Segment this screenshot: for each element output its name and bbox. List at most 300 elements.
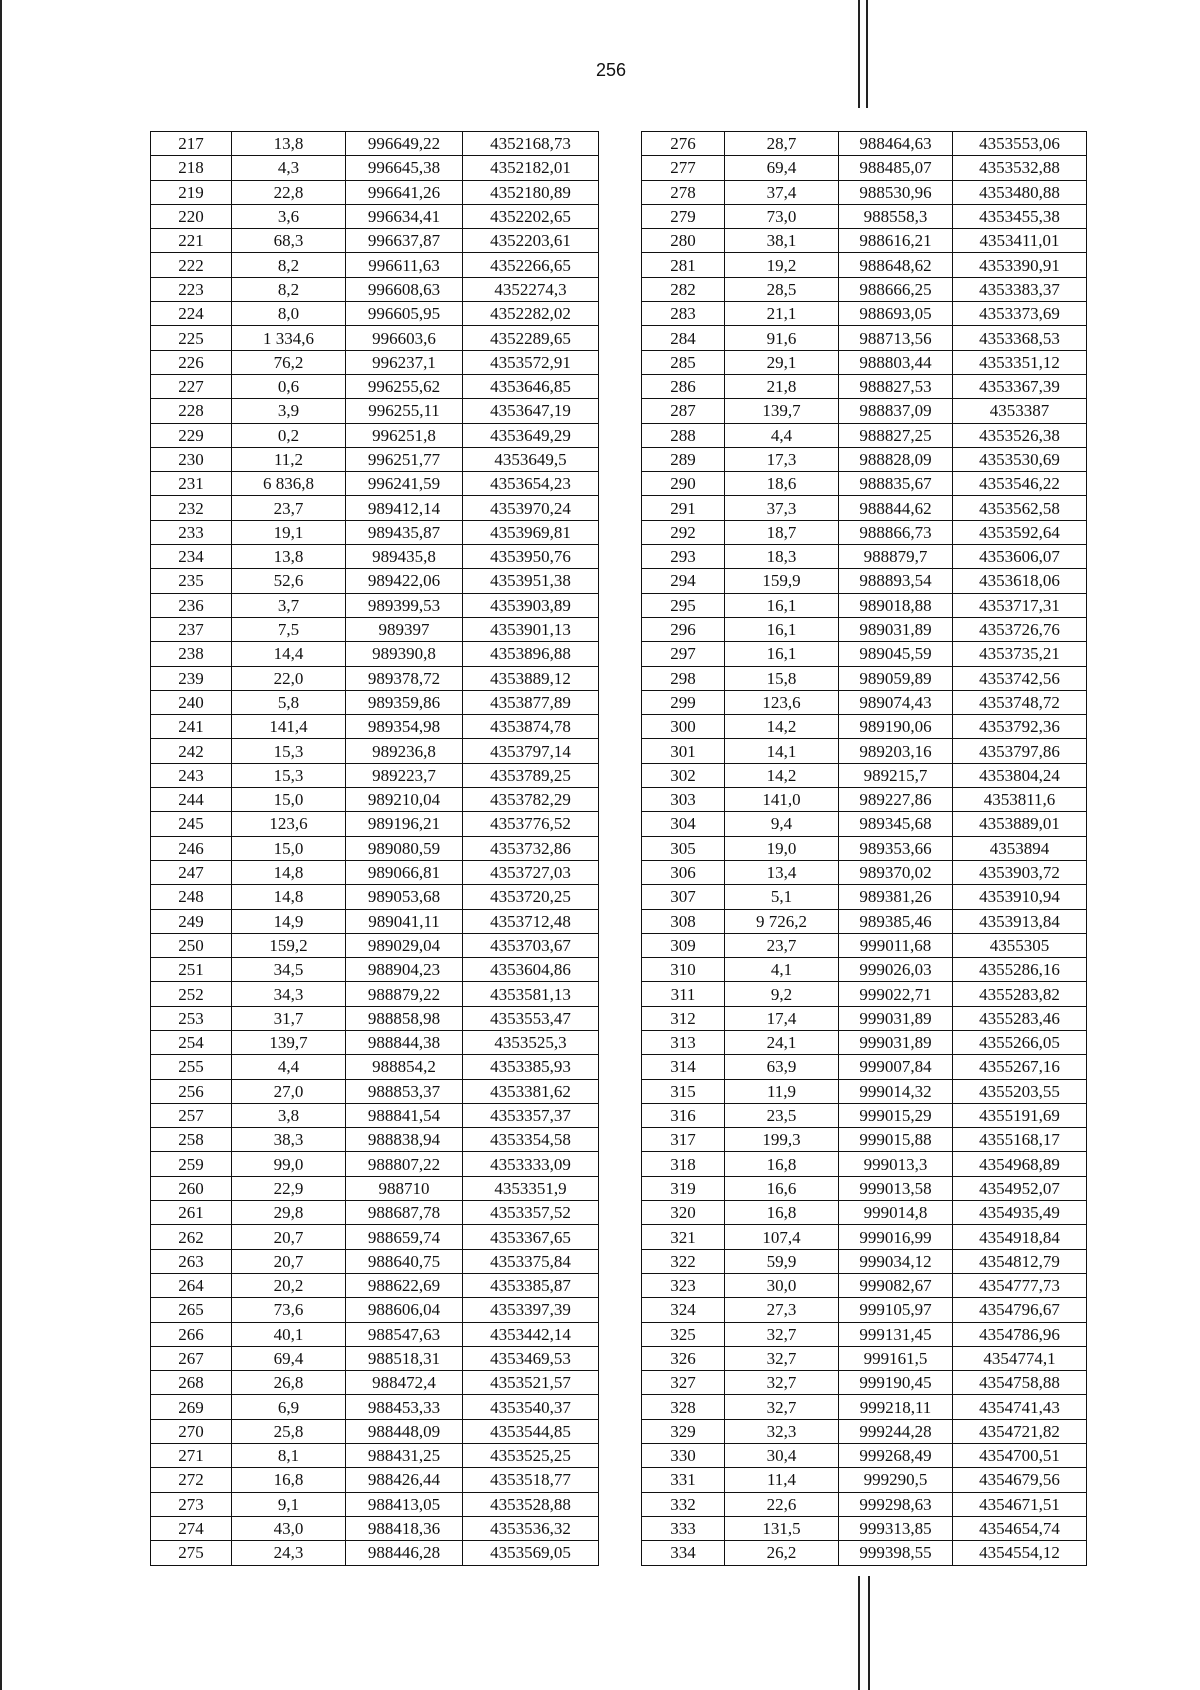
table-cell: 31,7 xyxy=(232,1006,346,1030)
table-cell: 223 xyxy=(151,277,232,301)
table-cell: 273 xyxy=(151,1492,232,1516)
table-cell: 4354671,51 xyxy=(953,1492,1087,1516)
table-row xyxy=(151,642,599,666)
table-cell: 38,1 xyxy=(725,229,839,253)
table-cell: 286 xyxy=(642,374,725,398)
table-cell: 996251,8 xyxy=(346,423,463,447)
table-cell: 28,5 xyxy=(725,277,839,301)
table-row xyxy=(151,1395,599,1419)
table-cell: 21,1 xyxy=(725,302,839,326)
table-cell: 4353618,06 xyxy=(953,569,1087,593)
table-cell: 4354758,88 xyxy=(953,1371,1087,1395)
table-cell: 266 xyxy=(151,1322,232,1346)
table-cell: 4353536,32 xyxy=(463,1516,599,1540)
table-cell: 4353896,88 xyxy=(463,642,599,666)
table-cell: 989422,06 xyxy=(346,569,463,593)
table-cell: 4354786,96 xyxy=(953,1322,1087,1346)
table-cell: 999016,99 xyxy=(839,1225,953,1249)
table-cell: 988904,23 xyxy=(346,958,463,982)
table-row xyxy=(642,1176,1087,1200)
table-cell: 221 xyxy=(151,229,232,253)
table-cell: 989359,86 xyxy=(346,690,463,714)
table-cell: 32,7 xyxy=(725,1395,839,1419)
table-cell: 4353569,05 xyxy=(463,1541,599,1565)
table-cell: 4353381,62 xyxy=(463,1079,599,1103)
table-cell: 292 xyxy=(642,520,725,544)
table-cell: 159,9 xyxy=(725,569,839,593)
table-row xyxy=(151,958,599,982)
table-cell: 3,7 xyxy=(232,593,346,617)
table-cell: 988838,94 xyxy=(346,1128,463,1152)
table-cell: 999268,49 xyxy=(839,1444,953,1468)
table-cell: 989080,59 xyxy=(346,836,463,860)
table-cell: 275 xyxy=(151,1541,232,1565)
table-cell: 4353776,52 xyxy=(463,812,599,836)
table-row xyxy=(151,229,599,253)
table-row xyxy=(151,132,599,156)
table-row xyxy=(642,836,1087,860)
table-cell: 287 xyxy=(642,399,725,423)
table-row xyxy=(642,277,1087,301)
table-cell: 4353874,78 xyxy=(463,715,599,739)
table-cell: 32,3 xyxy=(725,1419,839,1443)
table-cell: 4354721,82 xyxy=(953,1419,1087,1443)
table-cell: 988659,74 xyxy=(346,1225,463,1249)
table-cell: 988446,28 xyxy=(346,1541,463,1565)
table-cell: 988844,62 xyxy=(839,496,953,520)
table-cell: 4354968,89 xyxy=(953,1152,1087,1176)
table-row xyxy=(642,180,1087,204)
table-cell: 32,7 xyxy=(725,1346,839,1370)
table-cell: 4353411,01 xyxy=(953,229,1087,253)
binding-mark xyxy=(858,1576,860,1690)
table-cell: 988453,33 xyxy=(346,1395,463,1419)
table-cell: 4353526,38 xyxy=(953,423,1087,447)
table-cell: 225 xyxy=(151,326,232,350)
table-cell: 988648,62 xyxy=(839,253,953,277)
table-cell: 4353970,24 xyxy=(463,496,599,520)
table-row xyxy=(151,1128,599,1152)
table-cell: 988807,22 xyxy=(346,1152,463,1176)
table-cell: 272 xyxy=(151,1468,232,1492)
table-cell: 18,7 xyxy=(725,520,839,544)
table-row xyxy=(151,1346,599,1370)
binding-mark xyxy=(858,0,860,108)
table-cell: 308 xyxy=(642,909,725,933)
table-cell: 299 xyxy=(642,690,725,714)
table-cell: 322 xyxy=(642,1249,725,1273)
table-cell: 40,1 xyxy=(232,1322,346,1346)
table-cell: 237 xyxy=(151,617,232,641)
table-cell: 989412,14 xyxy=(346,496,463,520)
table-cell: 320 xyxy=(642,1201,725,1225)
table-cell: 4352180,89 xyxy=(463,180,599,204)
table-row xyxy=(642,739,1087,763)
table-cell: 999398,55 xyxy=(839,1541,953,1565)
table-row xyxy=(151,909,599,933)
table-cell: 244 xyxy=(151,788,232,812)
table-cell: 4353351,12 xyxy=(953,350,1087,374)
table-cell: 999022,71 xyxy=(839,982,953,1006)
table-cell: 989059,89 xyxy=(839,666,953,690)
table-cell: 139,7 xyxy=(725,399,839,423)
table-cell: 63,9 xyxy=(725,1055,839,1079)
table-row xyxy=(642,788,1087,812)
page-number: 256 xyxy=(596,60,627,80)
table-cell: 14,4 xyxy=(232,642,346,666)
table-cell: 131,5 xyxy=(725,1516,839,1540)
table-cell: 4353782,29 xyxy=(463,788,599,812)
table-cell: 988693,05 xyxy=(839,302,953,326)
table-cell: 4353581,13 xyxy=(463,982,599,1006)
table-cell: 988828,09 xyxy=(839,447,953,471)
table-row xyxy=(151,1201,599,1225)
table-cell: 38,3 xyxy=(232,1128,346,1152)
table-row xyxy=(151,545,599,569)
table-cell: 17,3 xyxy=(725,447,839,471)
table-cell: 4353720,25 xyxy=(463,885,599,909)
table-cell: 999014,8 xyxy=(839,1201,953,1225)
table-cell: 4,4 xyxy=(725,423,839,447)
table-cell: 238 xyxy=(151,642,232,666)
table-cell: 4353654,23 xyxy=(463,472,599,496)
table-cell: 989190,06 xyxy=(839,715,953,739)
table-cell: 4353530,69 xyxy=(953,447,1087,471)
table-cell: 4353742,56 xyxy=(953,666,1087,690)
table-row xyxy=(642,350,1087,374)
table-cell: 25,8 xyxy=(232,1419,346,1443)
table-cell: 270 xyxy=(151,1419,232,1443)
table-cell: 988472,4 xyxy=(346,1371,463,1395)
table-cell: 988558,3 xyxy=(839,204,953,228)
table-cell: 293 xyxy=(642,545,725,569)
table-cell: 6 836,8 xyxy=(232,472,346,496)
table-cell: 999313,85 xyxy=(839,1516,953,1540)
table-cell: 19,1 xyxy=(232,520,346,544)
table-cell: 989399,53 xyxy=(346,593,463,617)
table-cell: 224 xyxy=(151,302,232,326)
table-cell: 989223,7 xyxy=(346,763,463,787)
table-cell: 107,4 xyxy=(725,1225,839,1249)
table-cell: 999014,32 xyxy=(839,1079,953,1103)
table-cell: 4353553,06 xyxy=(953,132,1087,156)
table-row xyxy=(642,1103,1087,1127)
table-cell: 241 xyxy=(151,715,232,739)
table-row xyxy=(642,642,1087,666)
table-cell: 233 xyxy=(151,520,232,544)
table-cell: 248 xyxy=(151,885,232,909)
table-cell: 4352202,65 xyxy=(463,204,599,228)
table-row xyxy=(642,1249,1087,1273)
table-cell: 30,4 xyxy=(725,1444,839,1468)
table-cell: 23,7 xyxy=(725,933,839,957)
table-cell: 988426,44 xyxy=(346,1468,463,1492)
table-cell: 14,9 xyxy=(232,909,346,933)
table-row xyxy=(151,569,599,593)
table-cell: 5,1 xyxy=(725,885,839,909)
table-cell: 312 xyxy=(642,1006,725,1030)
table-row xyxy=(642,593,1087,617)
table-cell: 5,8 xyxy=(232,690,346,714)
table-cell: 280 xyxy=(642,229,725,253)
table-cell: 4355266,05 xyxy=(953,1030,1087,1054)
table-cell: 4353375,84 xyxy=(463,1249,599,1273)
table-cell: 26,8 xyxy=(232,1371,346,1395)
table-cell: 234 xyxy=(151,545,232,569)
table-cell: 59,9 xyxy=(725,1249,839,1273)
table-cell: 4353797,86 xyxy=(953,739,1087,763)
table-row xyxy=(642,1395,1087,1419)
table-cell: 4353592,64 xyxy=(953,520,1087,544)
table-cell: 4353950,76 xyxy=(463,545,599,569)
table-cell: 229 xyxy=(151,423,232,447)
table-cell: 22,9 xyxy=(232,1176,346,1200)
table-cell: 227 xyxy=(151,374,232,398)
table-cell: 988893,54 xyxy=(839,569,953,593)
table-cell: 4354918,84 xyxy=(953,1225,1087,1249)
table-row xyxy=(642,569,1087,593)
table-row xyxy=(151,933,599,957)
table-cell: 0,2 xyxy=(232,423,346,447)
table-row xyxy=(642,496,1087,520)
table-row xyxy=(151,1516,599,1540)
table-row xyxy=(151,812,599,836)
table-cell: 228 xyxy=(151,399,232,423)
table-cell: 4353367,39 xyxy=(953,374,1087,398)
table-cell: 4352274,3 xyxy=(463,277,599,301)
table-cell: 20,7 xyxy=(232,1225,346,1249)
table-row xyxy=(642,958,1087,982)
table-row xyxy=(151,788,599,812)
table-cell: 4354952,07 xyxy=(953,1176,1087,1200)
table-cell: 91,6 xyxy=(725,326,839,350)
table-row xyxy=(642,1030,1087,1054)
table-cell: 989345,68 xyxy=(839,812,953,836)
table-cell: 999026,03 xyxy=(839,958,953,982)
table-cell: 996611,63 xyxy=(346,253,463,277)
table-row xyxy=(151,982,599,1006)
table-cell: 3,8 xyxy=(232,1103,346,1127)
table-cell: 30,0 xyxy=(725,1273,839,1297)
table-row xyxy=(151,156,599,180)
table-cell: 231 xyxy=(151,472,232,496)
table-cell: 4354935,49 xyxy=(953,1201,1087,1225)
table-cell: 4353521,57 xyxy=(463,1371,599,1395)
table-cell: 989053,68 xyxy=(346,885,463,909)
table-cell: 4355203,55 xyxy=(953,1079,1087,1103)
table-cell: 996634,41 xyxy=(346,204,463,228)
table-cell: 8,2 xyxy=(232,277,346,301)
table-cell: 988464,63 xyxy=(839,132,953,156)
table-cell: 996603,6 xyxy=(346,326,463,350)
table-row xyxy=(151,1322,599,1346)
table-cell: 996641,26 xyxy=(346,180,463,204)
table-cell: 17,4 xyxy=(725,1006,839,1030)
table-cell: 16,6 xyxy=(725,1176,839,1200)
table-cell: 4353969,81 xyxy=(463,520,599,544)
table-cell: 330 xyxy=(642,1444,725,1468)
table-row xyxy=(151,277,599,301)
table-cell: 11,9 xyxy=(725,1079,839,1103)
table-cell: 15,8 xyxy=(725,666,839,690)
table-cell: 996255,11 xyxy=(346,399,463,423)
table-cell: 303 xyxy=(642,788,725,812)
table-cell: 69,4 xyxy=(232,1346,346,1370)
table-row xyxy=(642,1201,1087,1225)
table-cell: 4353572,91 xyxy=(463,350,599,374)
table-cell: 989203,16 xyxy=(839,739,953,763)
table-cell: 4353748,72 xyxy=(953,690,1087,714)
table-cell: 9 726,2 xyxy=(725,909,839,933)
table-cell: 4353397,39 xyxy=(463,1298,599,1322)
table-row xyxy=(642,1322,1087,1346)
table-cell: 311 xyxy=(642,982,725,1006)
table-cell: 4353606,07 xyxy=(953,545,1087,569)
table-cell: 3,6 xyxy=(232,204,346,228)
table-row xyxy=(642,399,1087,423)
table-cell: 4354700,51 xyxy=(953,1444,1087,1468)
table-cell: 8,2 xyxy=(232,253,346,277)
table-row xyxy=(151,1152,599,1176)
table-cell: 989236,8 xyxy=(346,739,463,763)
table-cell: 331 xyxy=(642,1468,725,1492)
table-cell: 4354679,56 xyxy=(953,1468,1087,1492)
table-cell: 305 xyxy=(642,836,725,860)
table-cell: 19,2 xyxy=(725,253,839,277)
table-cell: 989196,21 xyxy=(346,812,463,836)
table-cell: 313 xyxy=(642,1030,725,1054)
table-cell: 988827,25 xyxy=(839,423,953,447)
table-row xyxy=(151,885,599,909)
table-cell: 4353646,85 xyxy=(463,374,599,398)
table-cell: 14,1 xyxy=(725,739,839,763)
table-row xyxy=(151,399,599,423)
table-row xyxy=(151,520,599,544)
table-cell: 4353901,13 xyxy=(463,617,599,641)
table-cell: 989378,72 xyxy=(346,666,463,690)
table-row xyxy=(151,1103,599,1127)
table-cell: 28,7 xyxy=(725,132,839,156)
table-cell: 4353903,89 xyxy=(463,593,599,617)
table-row xyxy=(151,1444,599,1468)
binding-mark xyxy=(868,1576,870,1690)
table-cell: 69,4 xyxy=(725,156,839,180)
table-row xyxy=(642,933,1087,957)
table-cell: 4353649,5 xyxy=(463,447,599,471)
table-cell: 18,6 xyxy=(725,472,839,496)
table-cell: 318 xyxy=(642,1152,725,1176)
table-row xyxy=(151,350,599,374)
table-cell: 310 xyxy=(642,958,725,982)
table-cell: 4354741,43 xyxy=(953,1395,1087,1419)
table-row xyxy=(642,1055,1087,1079)
table-cell: 276 xyxy=(642,132,725,156)
table-cell: 988547,63 xyxy=(346,1322,463,1346)
table-cell: 261 xyxy=(151,1201,232,1225)
table-cell: 32,7 xyxy=(725,1371,839,1395)
table-cell: 988879,22 xyxy=(346,982,463,1006)
table-cell: 4353383,37 xyxy=(953,277,1087,301)
table-cell: 4355191,69 xyxy=(953,1103,1087,1127)
table-row xyxy=(642,1444,1087,1468)
coordinates-table-right xyxy=(641,131,1087,1566)
table-cell: 989353,66 xyxy=(839,836,953,860)
table-cell: 258 xyxy=(151,1128,232,1152)
table-cell: 988853,37 xyxy=(346,1079,463,1103)
table-cell: 988622,69 xyxy=(346,1273,463,1297)
table-cell: 989390,8 xyxy=(346,642,463,666)
table-row xyxy=(151,447,599,471)
table-row xyxy=(642,860,1087,884)
table-cell: 123,6 xyxy=(725,690,839,714)
table-cell: 324 xyxy=(642,1298,725,1322)
table-cell: 4353804,24 xyxy=(953,763,1087,787)
table-row xyxy=(642,1128,1087,1152)
table-cell: 4353913,84 xyxy=(953,909,1087,933)
table-row xyxy=(151,593,599,617)
table-cell: 999031,89 xyxy=(839,1006,953,1030)
table-cell: 999034,12 xyxy=(839,1249,953,1273)
table-cell: 15,0 xyxy=(232,788,346,812)
table-cell: 988710 xyxy=(346,1176,463,1200)
table-cell: 283 xyxy=(642,302,725,326)
table-cell: 141,4 xyxy=(232,715,346,739)
table-cell: 4353385,87 xyxy=(463,1273,599,1297)
table-cell: 999011,68 xyxy=(839,933,953,957)
table-cell: 4354796,67 xyxy=(953,1298,1087,1322)
table-cell: 252 xyxy=(151,982,232,1006)
table-cell: 22,8 xyxy=(232,180,346,204)
table-row xyxy=(151,1468,599,1492)
table-cell: 251 xyxy=(151,958,232,982)
table-cell: 989227,86 xyxy=(839,788,953,812)
table-cell: 999131,45 xyxy=(839,1322,953,1346)
table-cell: 4353518,77 xyxy=(463,1468,599,1492)
table-row xyxy=(642,1152,1087,1176)
table-cell: 323 xyxy=(642,1273,725,1297)
table-cell: 4353546,22 xyxy=(953,472,1087,496)
table-cell: 989041,11 xyxy=(346,909,463,933)
table-cell: 123,6 xyxy=(232,812,346,836)
table-cell: 988687,78 xyxy=(346,1201,463,1225)
table-cell: 14,2 xyxy=(725,715,839,739)
table-cell: 139,7 xyxy=(232,1030,346,1054)
table-row xyxy=(642,302,1087,326)
table-row xyxy=(642,520,1087,544)
table-cell: 300 xyxy=(642,715,725,739)
table-row xyxy=(642,1371,1087,1395)
table-row xyxy=(642,253,1087,277)
table-cell: 24,3 xyxy=(232,1541,346,1565)
table-cell: 989385,46 xyxy=(839,909,953,933)
table-row xyxy=(151,1055,599,1079)
table-cell: 255 xyxy=(151,1055,232,1079)
table-cell: 999298,63 xyxy=(839,1492,953,1516)
table-cell: 4353367,65 xyxy=(463,1225,599,1249)
table-cell: 9,2 xyxy=(725,982,839,1006)
table-cell: 24,1 xyxy=(725,1030,839,1054)
table-cell: 159,2 xyxy=(232,933,346,957)
table-cell: 996237,1 xyxy=(346,350,463,374)
table-row xyxy=(151,253,599,277)
table-cell: 27,3 xyxy=(725,1298,839,1322)
table-cell: 4353368,53 xyxy=(953,326,1087,350)
table-cell: 999105,97 xyxy=(839,1298,953,1322)
table-cell: 4353647,19 xyxy=(463,399,599,423)
table-cell: 264 xyxy=(151,1273,232,1297)
table-cell: 326 xyxy=(642,1346,725,1370)
table-cell: 16,1 xyxy=(725,593,839,617)
